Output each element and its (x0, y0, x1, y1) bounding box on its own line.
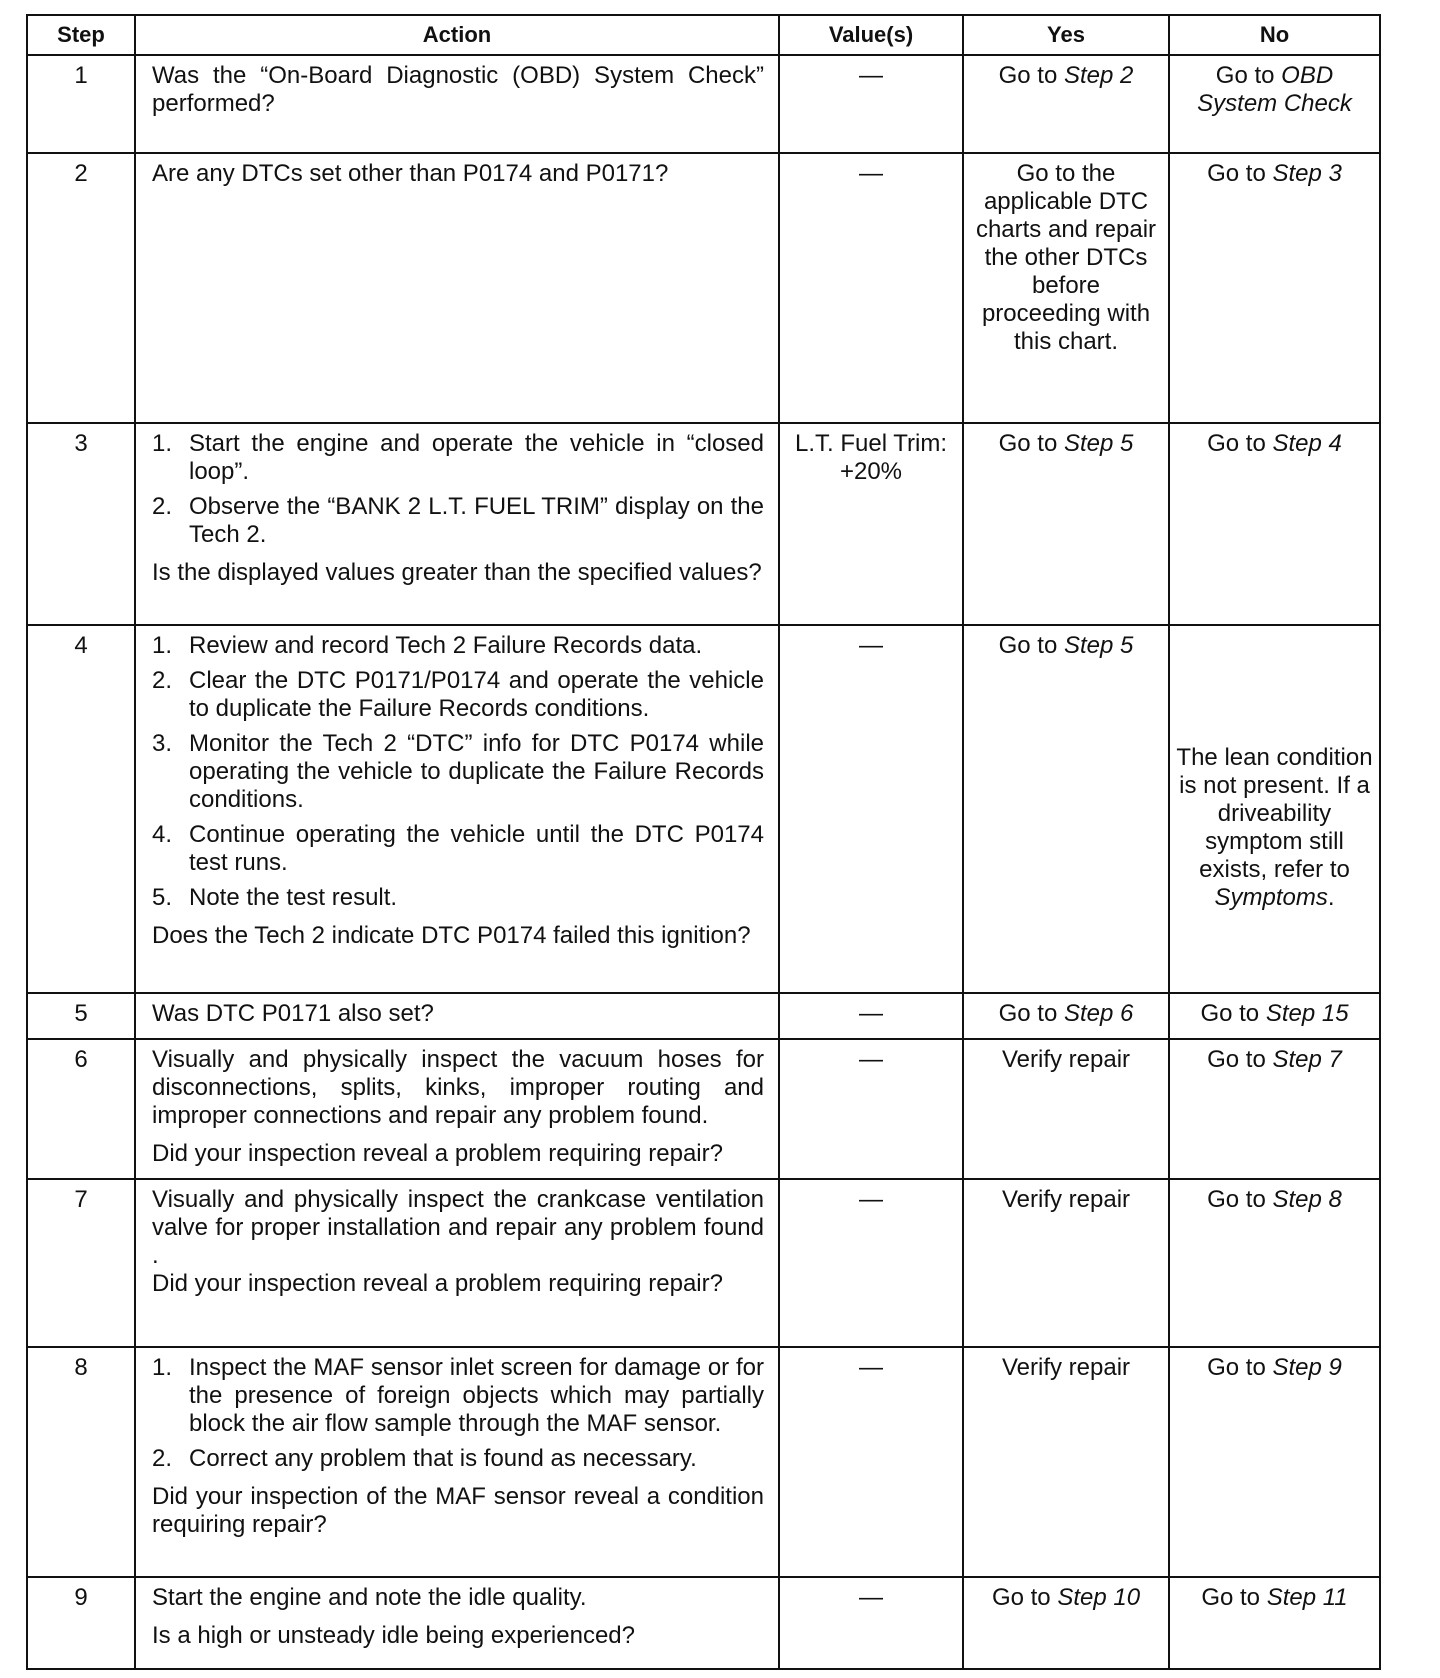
step-number: 1 (27, 55, 135, 153)
header-values: Value(s) (779, 15, 963, 55)
header-action: Action (135, 15, 779, 55)
value-text: — (859, 62, 883, 89)
no-goto[interactable]: Go to Step 11 (1201, 1584, 1348, 1611)
table-row (27, 1039, 1380, 1179)
no-cell (1169, 625, 1380, 993)
action-question: Was the “On-Board Diagnostic (OBD) System Check” performed? (152, 62, 764, 117)
value-cell (779, 625, 963, 993)
value-text: — (859, 632, 883, 659)
yes-goto[interactable]: Go to Step 2 (998, 62, 1134, 89)
action-cell (135, 1039, 779, 1179)
yes-cell (963, 423, 1169, 625)
yes-goto[interactable]: Go to Step 10 (991, 1584, 1141, 1611)
action-instruction: Start the engine and note the idle quality. (152, 1584, 587, 1611)
action-question: Is the displayed values greater than the specified values? (152, 559, 762, 586)
step-number: 3 (27, 423, 135, 625)
yes-instruction: Verify repair (1001, 1046, 1131, 1073)
action-cell (135, 625, 779, 993)
yes-cell (963, 625, 1169, 993)
no-goto[interactable]: Go to Step 7 (1207, 1046, 1342, 1073)
header-no: No (1169, 15, 1380, 55)
symptoms-link[interactable]: Symptoms (1214, 884, 1328, 911)
no-step-link[interactable]: Step 15 (1265, 1000, 1349, 1027)
value-text: — (859, 1584, 883, 1611)
step-number: 9 (27, 1577, 135, 1669)
header-step: Step (27, 15, 135, 55)
no-step-link[interactable]: Step 11 (1266, 1584, 1348, 1611)
value-cell (779, 1039, 963, 1179)
value-cell (779, 1347, 963, 1577)
value-cell (779, 153, 963, 423)
yes-goto[interactable]: Go to Step 6 (963, 993, 1169, 1039)
action-cell (135, 423, 779, 625)
table-row (27, 1347, 1380, 1577)
list-item: 2. Clear the DTC P0171/P0174 and operate the vehicle to duplicate the Failure Records conditions. (152, 667, 764, 722)
table-row (27, 993, 1380, 1039)
list-item: 4. Continue operating the vehicle until the DTC P0174 test runs. (152, 821, 764, 876)
yes-step-link[interactable]: Step 5 (1063, 430, 1134, 457)
action-question: Does the Tech 2 indicate DTC P0174 failed this ignition? (152, 922, 751, 949)
action-steps (152, 1354, 764, 1473)
action-steps (152, 632, 764, 912)
table-row (27, 153, 1380, 423)
action-cell (135, 55, 779, 153)
value-cell (779, 1577, 963, 1669)
list-item: 1. Review and record Tech 2 Failure Records data. (152, 632, 703, 659)
yes-goto[interactable]: Go to Step 5 (998, 632, 1134, 659)
diagnostic-table (26, 14, 1381, 1670)
action-cell (135, 1347, 779, 1577)
no-step-link[interactable]: Step 8 (1272, 1186, 1342, 1213)
no-cell (1169, 1179, 1380, 1347)
action-cell (135, 993, 779, 1039)
yes-step-link[interactable]: Step 10 (1057, 1584, 1141, 1611)
no-step-link[interactable]: Step 3 (1272, 160, 1342, 187)
no-goto[interactable]: Go to OBD System Check (1197, 62, 1352, 117)
yes-cell (963, 153, 1169, 423)
list-item: 3. Monitor the Tech 2 “DTC” info for DTC P0174 while operating the vehicle to duplicate the Failure Records conditions. (152, 730, 764, 813)
no-goto[interactable]: Go to Step 4 (1207, 430, 1342, 457)
action-question: Did your inspection reveal a problem requiring repair? (152, 1270, 723, 1297)
value-text: — (859, 1354, 883, 1381)
no-cell (1169, 55, 1380, 153)
no-goto[interactable]: Go to Step 15 (1169, 993, 1380, 1039)
table-row (27, 423, 1380, 625)
no-cell (1169, 1039, 1380, 1179)
yes-instruction: Verify repair (1001, 1354, 1131, 1381)
no-cell (1169, 423, 1380, 625)
value-cell (779, 55, 963, 153)
action-cell (135, 153, 779, 423)
value-text: L.T. Fuel Trim: +20% (794, 430, 948, 485)
value-cell (779, 1179, 963, 1347)
table-row (27, 1179, 1380, 1347)
action-instruction: Visually and physically inspect the crankcase ventilation valve for proper installation and repair any problem found . (152, 1186, 764, 1269)
yes-cell (963, 1347, 1169, 1577)
no-step-link[interactable]: Step 4 (1272, 430, 1342, 457)
table-row (27, 55, 1380, 153)
no-goto[interactable]: Go to Step 9 (1207, 1354, 1342, 1381)
step-number: 7 (27, 1179, 135, 1347)
no-instruction: The lean condition is not present. If a driveability symptom still exists, refer to Symptoms. (1176, 744, 1373, 911)
step-number: 8 (27, 1347, 135, 1577)
header-yes: Yes (963, 15, 1169, 55)
no-step-link[interactable]: Step 7 (1272, 1046, 1342, 1073)
no-cell (1169, 153, 1380, 423)
action-cell (135, 1179, 779, 1347)
yes-step-link[interactable]: Step 6 (1063, 1000, 1134, 1027)
yes-step-link[interactable]: Step 2 (1063, 62, 1134, 89)
value-text: — (779, 993, 963, 1039)
no-cell (1169, 1347, 1380, 1577)
step-number: 2 (27, 153, 135, 423)
no-step-link[interactable]: OBD System Check (1197, 62, 1352, 117)
step-number: 6 (27, 1039, 135, 1179)
yes-cell (963, 1577, 1169, 1669)
action-steps (152, 430, 764, 549)
action-instruction: Visually and physically inspect the vacuum hoses for disconnections, splits, kinks, improper routing and improper connections and repair any problem found. (152, 1046, 764, 1129)
action-question: Are any DTCs set other than P0174 and P0171? (152, 160, 669, 187)
yes-cell (963, 1039, 1169, 1179)
step-number: 4 (27, 625, 135, 993)
yes-instruction: Verify repair (1001, 1186, 1131, 1213)
list-item: 5. Note the test result. (152, 884, 398, 911)
no-step-link[interactable]: Step 9 (1272, 1354, 1342, 1381)
value-text: — (859, 160, 883, 187)
action-question: Is a high or unsteady idle being experienced? (152, 1622, 635, 1649)
no-cell (1169, 1577, 1380, 1669)
value-text: — (859, 1046, 883, 1073)
list-item: 1. Start the engine and operate the vehicle in “closed loop”. (152, 430, 764, 485)
step-number: 5 (27, 993, 135, 1039)
list-item: 1. Inspect the MAF sensor inlet screen for damage or for the presence of foreign objects which may partially block the air flow sample through the MAF sensor. (152, 1354, 764, 1437)
table-row (27, 625, 1380, 993)
yes-instruction: Go to the applicable DTC charts and repair the other DTCs before proceeding with this chart. (975, 160, 1157, 355)
list-item: 2. Correct any problem that is found as necessary. (152, 1445, 697, 1472)
no-goto[interactable]: Go to Step 8 (1207, 1186, 1342, 1213)
header-row (27, 15, 1380, 55)
action-question: Did your inspection reveal a problem requiring repair? (152, 1140, 723, 1167)
value-text: — (859, 1186, 883, 1213)
list-item: 2. Observe the “BANK 2 L.T. FUEL TRIM” display on the Tech 2. (152, 493, 764, 548)
no-goto[interactable]: Go to Step 3 (1207, 160, 1342, 187)
yes-cell (963, 55, 1169, 153)
value-cell (779, 423, 963, 625)
action-question: Was DTC P0171 also set? (152, 1000, 434, 1027)
action-cell (135, 1577, 779, 1669)
yes-goto[interactable]: Go to Step 5 (998, 430, 1134, 457)
action-question: Did your inspection of the MAF sensor reveal a condition requiring repair? (152, 1483, 764, 1538)
yes-cell (963, 1179, 1169, 1347)
table-row (27, 1577, 1380, 1669)
yes-step-link[interactable]: Step 5 (1063, 632, 1134, 659)
